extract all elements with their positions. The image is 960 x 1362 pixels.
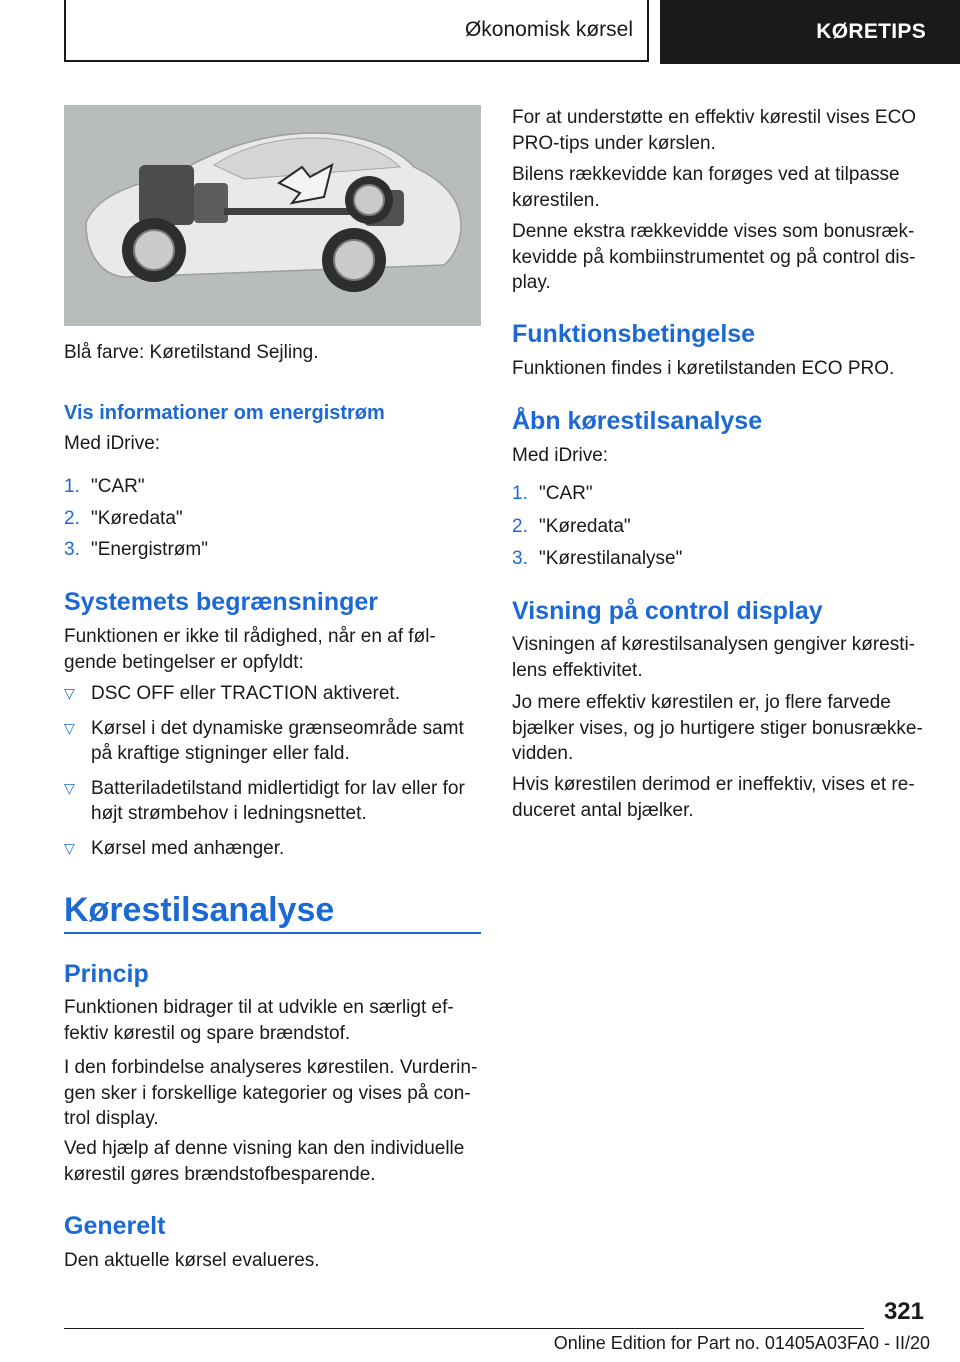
- control-display-p3: Hvis kørestilen derimod er ineffektiv, vises et re-duceret antal bjælker.: [512, 774, 915, 821]
- list-item: ▽ DSC OFF eller TRACTION aktiveret.: [64, 681, 481, 707]
- heading-principle: Princip: [64, 960, 149, 988]
- right-p3: Denne ekstra rækkevidde vises som bonusræk-kevidde på kombiinstrumentet og på control dis-play.: [512, 221, 916, 293]
- triangle-bullet-icon: ▽: [64, 839, 75, 856]
- list-item: 1. "CAR": [64, 476, 145, 497]
- car-illustration-svg: [64, 105, 481, 326]
- energy-flow-steps: [64, 474, 481, 563]
- footer-divider: [64, 1328, 864, 1329]
- energy-flow-intro: Med iDrive:: [64, 433, 161, 454]
- page-header: [0, 0, 960, 66]
- principle-p2: I den forbindelse analyseres kørestilen. Vurderin-gen sker i forskellige kategorier og vises på con-trol display.: [64, 1057, 478, 1129]
- figure-caption: Blå farve: Køretilstand Sejling.: [64, 342, 319, 363]
- list-item: ▽ Kørsel i det dynamiske grænseområde samt på kraftige stigninger eller fald.: [64, 716, 481, 767]
- chapter-title: KØRETIPS: [660, 0, 960, 64]
- general-p1: Den aktuelle kørsel evalueres.: [64, 1250, 320, 1271]
- control-display-p1: Visningen af kørestilsanalysen gengiver køresti-lens effektivitet.: [512, 634, 916, 681]
- list-item: 3. "Energistrøm": [64, 539, 208, 560]
- function-condition-text: Funktionen findes i køretilstanden ECO PRO.: [512, 358, 895, 379]
- heading-control-display: Visning på control display: [512, 597, 823, 625]
- page-number: 321: [883, 1298, 924, 1325]
- system-limits-list: [64, 681, 481, 861]
- heading-function-condition: Funktionsbetingelse: [512, 320, 756, 348]
- system-limits-intro: Funktionen er ikke til rådighed, når en af føl-gende betingelser er opfyldt:: [64, 626, 436, 673]
- heading-divider: [64, 932, 481, 934]
- edition-info: Online Edition for Part no. 01405A03FA0 - II/20: [553, 1333, 930, 1353]
- principle-p1: Funktionen bidrager til at udvikle en særligt ef-fektiv kørestil og spare brændstof.: [64, 997, 454, 1044]
- list-item: 2. "Køredata": [512, 515, 631, 537]
- control-display-p2: Jo mere effektiv kørestilen er, jo flere farvede bjælker vises, og jo hurtigere stiger bonusrække-vidden.: [512, 692, 923, 764]
- right-p1: For at understøtte en effektiv kørestil vises ECO PRO-tips under kørslen.: [512, 107, 917, 154]
- car-drivetrain-illustration: [64, 105, 481, 326]
- triangle-bullet-icon: ▽: [64, 779, 75, 796]
- list-item: ▽ Kørsel med anhænger.: [64, 836, 481, 862]
- heading-general: Generelt: [64, 1212, 166, 1240]
- heading-open-analysis: Åbn kørestilsanalyse: [512, 407, 763, 435]
- triangle-bullet-icon: ▽: [64, 685, 75, 701]
- list-item: 2. "Køredata": [64, 507, 183, 529]
- triangle-bullet-icon: ▽: [64, 719, 75, 736]
- section-title: Økonomisk kørsel: [64, 0, 649, 62]
- open-analysis-steps: [512, 481, 926, 572]
- list-item: 3. "Kørestilanalyse": [512, 548, 683, 569]
- list-item: ▽ Batteriladetilstand midlertidigt for lav eller for højt strømbehov i ledningsnettet.: [64, 776, 481, 827]
- list-item: 1. "CAR": [512, 483, 593, 504]
- principle-p3: Ved hjælp af denne visning kan den individuelle kørestil gøres brændstofbesparende.: [64, 1138, 465, 1185]
- chapter-heading: Kørestilsanalyse: [64, 891, 335, 929]
- open-analysis-intro: Med iDrive:: [512, 445, 609, 466]
- heading-energy-flow: Vis informationer om energistrøm: [64, 402, 385, 424]
- right-p2: Bilens rækkevidde kan forøges ved at tilpasse kørestilen.: [512, 164, 900, 211]
- heading-system-limits: Systemets begrænsninger: [64, 588, 378, 616]
